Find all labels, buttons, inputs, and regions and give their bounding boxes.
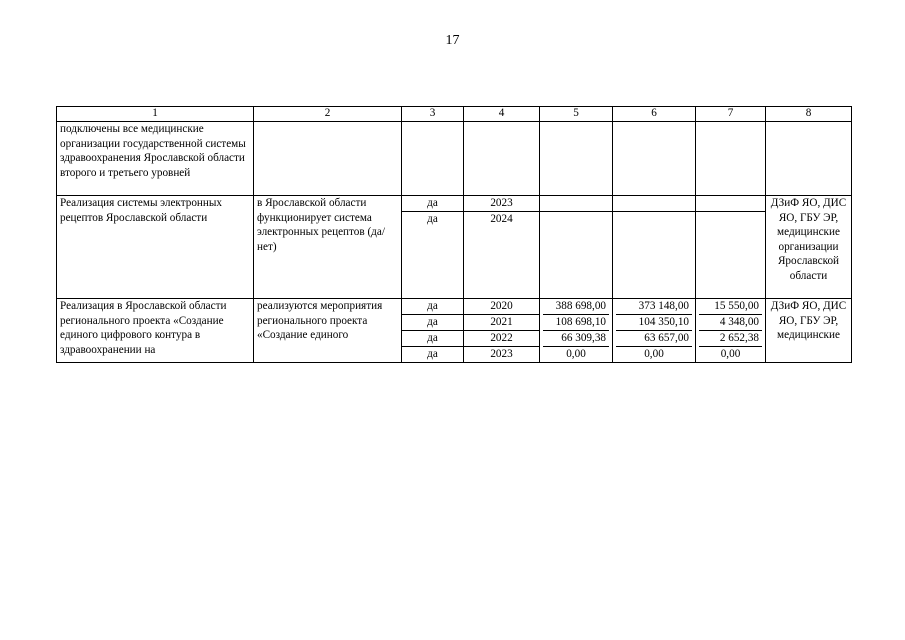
row-b-col7-empty-1 — [696, 196, 765, 211]
header-cell-5: 5 — [540, 107, 613, 122]
row-c-flag-4: да — [402, 346, 464, 362]
row-b-flags — [402, 196, 464, 299]
row-a-cell-8 — [766, 122, 852, 196]
row-b-indicator: в Ярославской области функционирует система электронных рецептов (да/нет) — [254, 196, 402, 299]
row-c-col7 — [696, 299, 766, 363]
row-b-col5-empty-2 — [540, 211, 613, 227]
header-cell-2: 2 — [254, 107, 402, 122]
row-b-flag-1: да — [427, 197, 438, 209]
row-b-flag-2: да — [402, 211, 464, 227]
row-b-responsible: ДЗиФ ЯО, ДИС ЯО, ГБУ ЭР, медицинские организации Ярославской области — [766, 196, 852, 299]
row-c-col6-value-4: 0,00 — [616, 346, 692, 362]
row-b-col7-empty-2 — [696, 211, 766, 227]
row-b-year-2: 2024 — [464, 211, 540, 227]
row-a-cell-4 — [464, 122, 540, 196]
row-c-col7-value-1: 15 550,00 — [714, 300, 759, 312]
row-c-col5 — [540, 299, 613, 363]
row-b-col7 — [696, 196, 766, 299]
row-a-cell-5 — [540, 122, 613, 196]
row-c-col7-value-2: 4 348,00 — [699, 314, 762, 330]
row-a-cell-2 — [254, 122, 402, 196]
row-c-year-1: 2020 — [490, 300, 513, 312]
document-table — [56, 106, 852, 363]
row-c-col5-value-4: 0,00 — [543, 346, 609, 362]
row-c-year-2: 2021 — [464, 314, 540, 330]
row-c-flag-2: да — [402, 314, 464, 330]
row-c-description: Реализация в Ярославской области регионального проекта «Создание единого цифрового контура в здравоохранении на — [57, 299, 254, 363]
row-a-cell-6 — [613, 122, 696, 196]
row-c-flags — [402, 299, 464, 363]
header-cell-3: 3 — [402, 107, 464, 122]
row-b-col6-empty-2 — [613, 211, 696, 227]
row-c-indicator: реализуются мероприятия регионального проекта «Создание единого — [254, 299, 402, 363]
row-a-description: подключены все медицинские организации государственной системы здравоохранения Ярославской области второго и третьего уровней — [57, 122, 254, 196]
header-cell-1: 1 — [57, 107, 254, 122]
row-b-year-1: 2023 — [490, 197, 513, 209]
header-cell-7: 7 — [696, 107, 766, 122]
table-row — [57, 299, 852, 363]
row-c-year-3: 2022 — [464, 330, 540, 346]
row-c-years — [464, 299, 540, 363]
row-c-col6-value-2: 104 350,10 — [616, 314, 692, 330]
row-b-description: Реализация системы электронных рецептов Ярославской области — [57, 196, 254, 299]
row-c-col5-value-2: 108 698,10 — [543, 314, 609, 330]
row-c-col5-value-1: 388 698,00 — [555, 300, 606, 312]
row-c-flag-3: да — [402, 330, 464, 346]
row-a-cell-7 — [696, 122, 766, 196]
header-cell-4: 4 — [464, 107, 540, 122]
row-c-flag-1: да — [427, 300, 438, 312]
row-c-col7-value-3: 2 652,38 — [699, 330, 762, 346]
table-header-row — [57, 107, 852, 122]
row-b-col6 — [613, 196, 696, 299]
row-c-col5-value-3: 66 309,38 — [543, 330, 609, 346]
row-b-col6-empty-1 — [613, 196, 695, 211]
table-row — [57, 122, 852, 196]
table-row — [57, 196, 852, 299]
header-cell-6: 6 — [613, 107, 696, 122]
row-c-col6-value-3: 63 657,00 — [616, 330, 692, 346]
header-cell-8: 8 — [766, 107, 852, 122]
row-b-years — [464, 196, 540, 299]
row-c-col6-value-1: 373 148,00 — [638, 300, 689, 312]
row-c-responsible: ДЗиФ ЯО, ДИС ЯО, ГБУ ЭР, медицинские — [766, 299, 852, 363]
row-c-col7-value-4: 0,00 — [699, 346, 762, 362]
row-c-year-4: 2023 — [464, 346, 540, 362]
row-c-col6 — [613, 299, 696, 363]
row-b-col5 — [540, 196, 613, 299]
page-number: 17 — [445, 33, 460, 48]
row-b-col5-empty-1 — [540, 196, 612, 211]
row-a-cell-3 — [402, 122, 464, 196]
